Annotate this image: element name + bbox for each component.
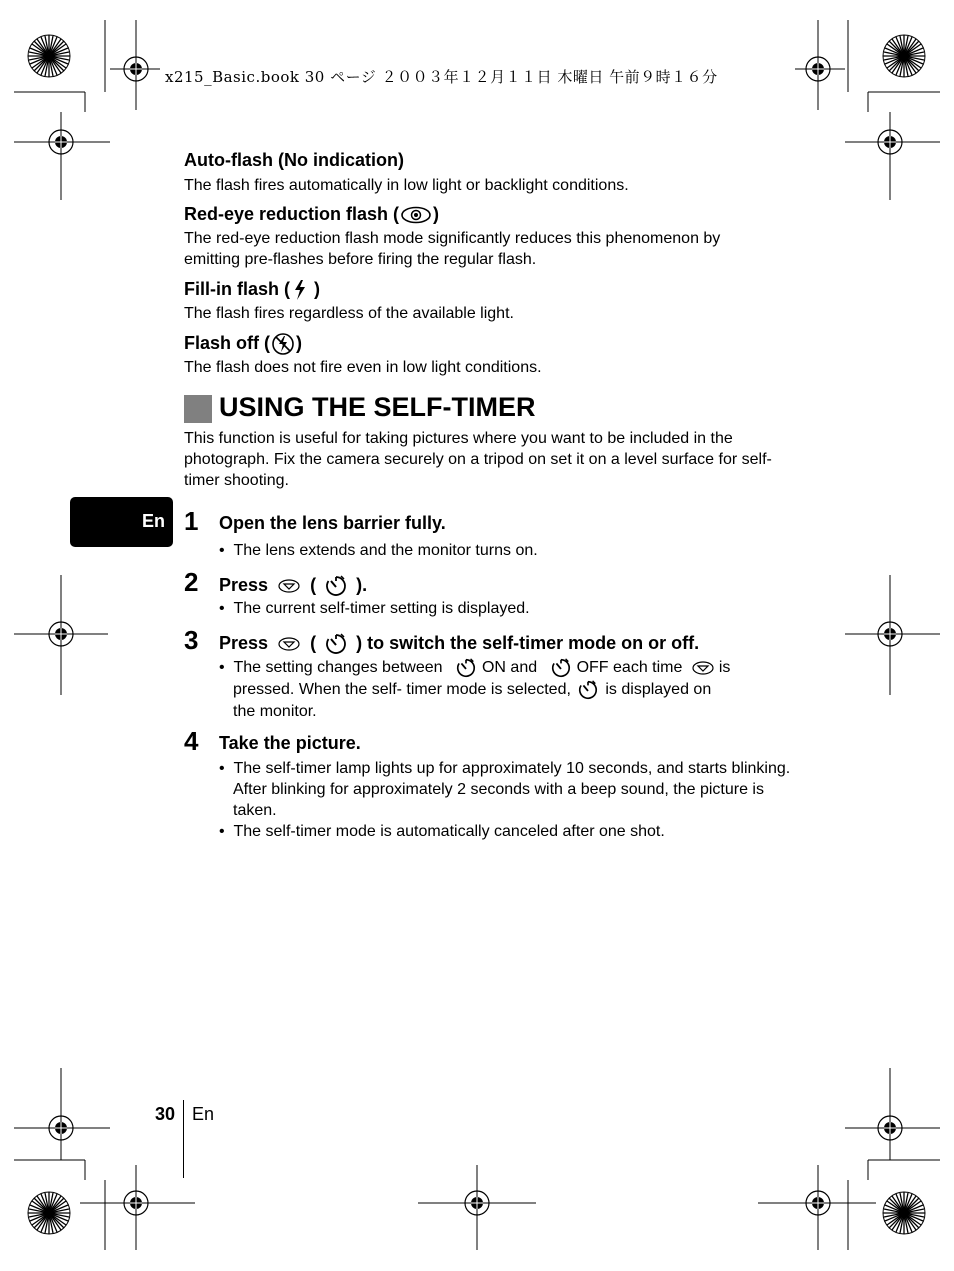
step-title-open: (	[310, 574, 317, 595]
step-bullet: • The self-timer mode is automatically canceled after one shot.	[219, 823, 665, 840]
section-marker	[184, 395, 212, 423]
language-tab	[70, 497, 173, 547]
print-header: x215_Basic.book 30 ページ ２００３年１２月１１日 木曜日 午前９時１６分	[165, 68, 718, 86]
fill-in-flash-text: The flash fires regardless of the available light.	[184, 305, 514, 322]
step-bullet-text: The current self-timer setting is displayed.	[233, 600, 530, 617]
fill-in-flash-heading	[184, 279, 320, 301]
step-bullet-text: The self-timer mode is automatically canceled after one shot.	[233, 823, 665, 840]
step-title	[219, 632, 699, 656]
step-title-open: (	[310, 632, 317, 653]
bullet-part: OFF each time	[576, 659, 683, 677]
step-title-close: ) to switch the self-timer mode on or off.	[356, 632, 700, 653]
red-eye-heading-label: Red-eye reduction flash (	[184, 204, 400, 224]
step-title-close: ).	[356, 574, 368, 595]
step-title	[219, 574, 367, 598]
red-eye-text: The red-eye reduction flash mode significantly reduces this phenomenon by emitting pre-flashes before firing the regular flash.	[184, 230, 721, 268]
bullet-part: pressed. When the self- timer mode is selected,	[233, 681, 571, 699]
footer-language: En	[192, 1104, 215, 1124]
bullet-part: is	[718, 659, 731, 677]
fill-in-flash-heading-close: )	[314, 279, 320, 299]
bullet-part: ON and	[481, 659, 538, 677]
down-button-icon	[277, 636, 301, 652]
step-bullet: • The self-timer lamp lights up for approximately 10 seconds, and starts blinking. After blinking for approximately 2 seconds with a beep sound, the picture is taken.	[219, 760, 791, 819]
step-number: 2	[184, 567, 199, 597]
self-timer-icon	[324, 632, 348, 656]
step-bullet-text: The lens extends and the monitor turns on.	[233, 542, 538, 559]
step-number: 4	[184, 726, 199, 756]
section-title: USING THE SELF-TIMER	[219, 392, 536, 422]
bullet-part: The setting changes between	[233, 659, 443, 677]
step-title: Take the picture.	[219, 733, 361, 753]
red-eye-heading-close: )	[433, 204, 440, 224]
red-eye-icon	[400, 205, 432, 225]
flash-off-heading	[184, 332, 302, 356]
flash-off-text: The flash does not fire even in low light conditions.	[184, 359, 542, 376]
flash-off-icon	[271, 332, 295, 356]
bullet-part: the monitor.	[233, 703, 317, 720]
auto-flash-heading: Auto-flash (No indication)	[184, 150, 404, 170]
step-bullet: • The current self-timer setting is displayed.	[219, 600, 530, 617]
self-timer-icon	[550, 657, 572, 679]
flash-off-heading-close: )	[296, 332, 302, 353]
self-timer-icon	[455, 657, 477, 679]
step-bullet-text: The self-timer lamp lights up for approximately 10 seconds, and starts blinking. After blinking for approximately 2 seconds with a beep sound, the picture is taken.	[233, 760, 791, 819]
step-title-press: Press	[219, 632, 269, 653]
self-timer-icon	[577, 679, 599, 701]
flash-off-heading-label: Flash off (	[184, 332, 270, 353]
down-button-icon	[277, 578, 301, 594]
section-intro: This function is useful for taking pictures where you want to be included in the photograph. Fix the camera securely on a tripod on set it on a level surface for self-timer shooting.	[184, 430, 772, 489]
step-number: 3	[184, 625, 199, 655]
fill-in-flash-heading-label: Fill-in flash (	[184, 279, 290, 299]
step-bullet: • The lens extends and the monitor turns on.	[219, 542, 538, 559]
language-tab-label: En	[141, 511, 165, 531]
self-timer-icon	[324, 574, 348, 598]
step-title-press: Press	[219, 574, 269, 595]
auto-flash-text: The flash fires automatically in low light or backlight conditions.	[184, 177, 629, 194]
footer-divider	[183, 1100, 184, 1178]
red-eye-heading	[184, 204, 439, 225]
bullet-part: is displayed on	[605, 681, 712, 699]
step-number: 1	[184, 506, 199, 536]
flash-icon	[292, 279, 308, 301]
step-title: Open the lens barrier fully.	[219, 513, 446, 533]
page-number: 30	[155, 1104, 176, 1124]
down-button-icon	[691, 660, 715, 676]
step-bullet: • The setting changes between ON and OFF each time is pressed. When the self- timer mode is selected, is displayed on the monitor.	[219, 657, 779, 722]
